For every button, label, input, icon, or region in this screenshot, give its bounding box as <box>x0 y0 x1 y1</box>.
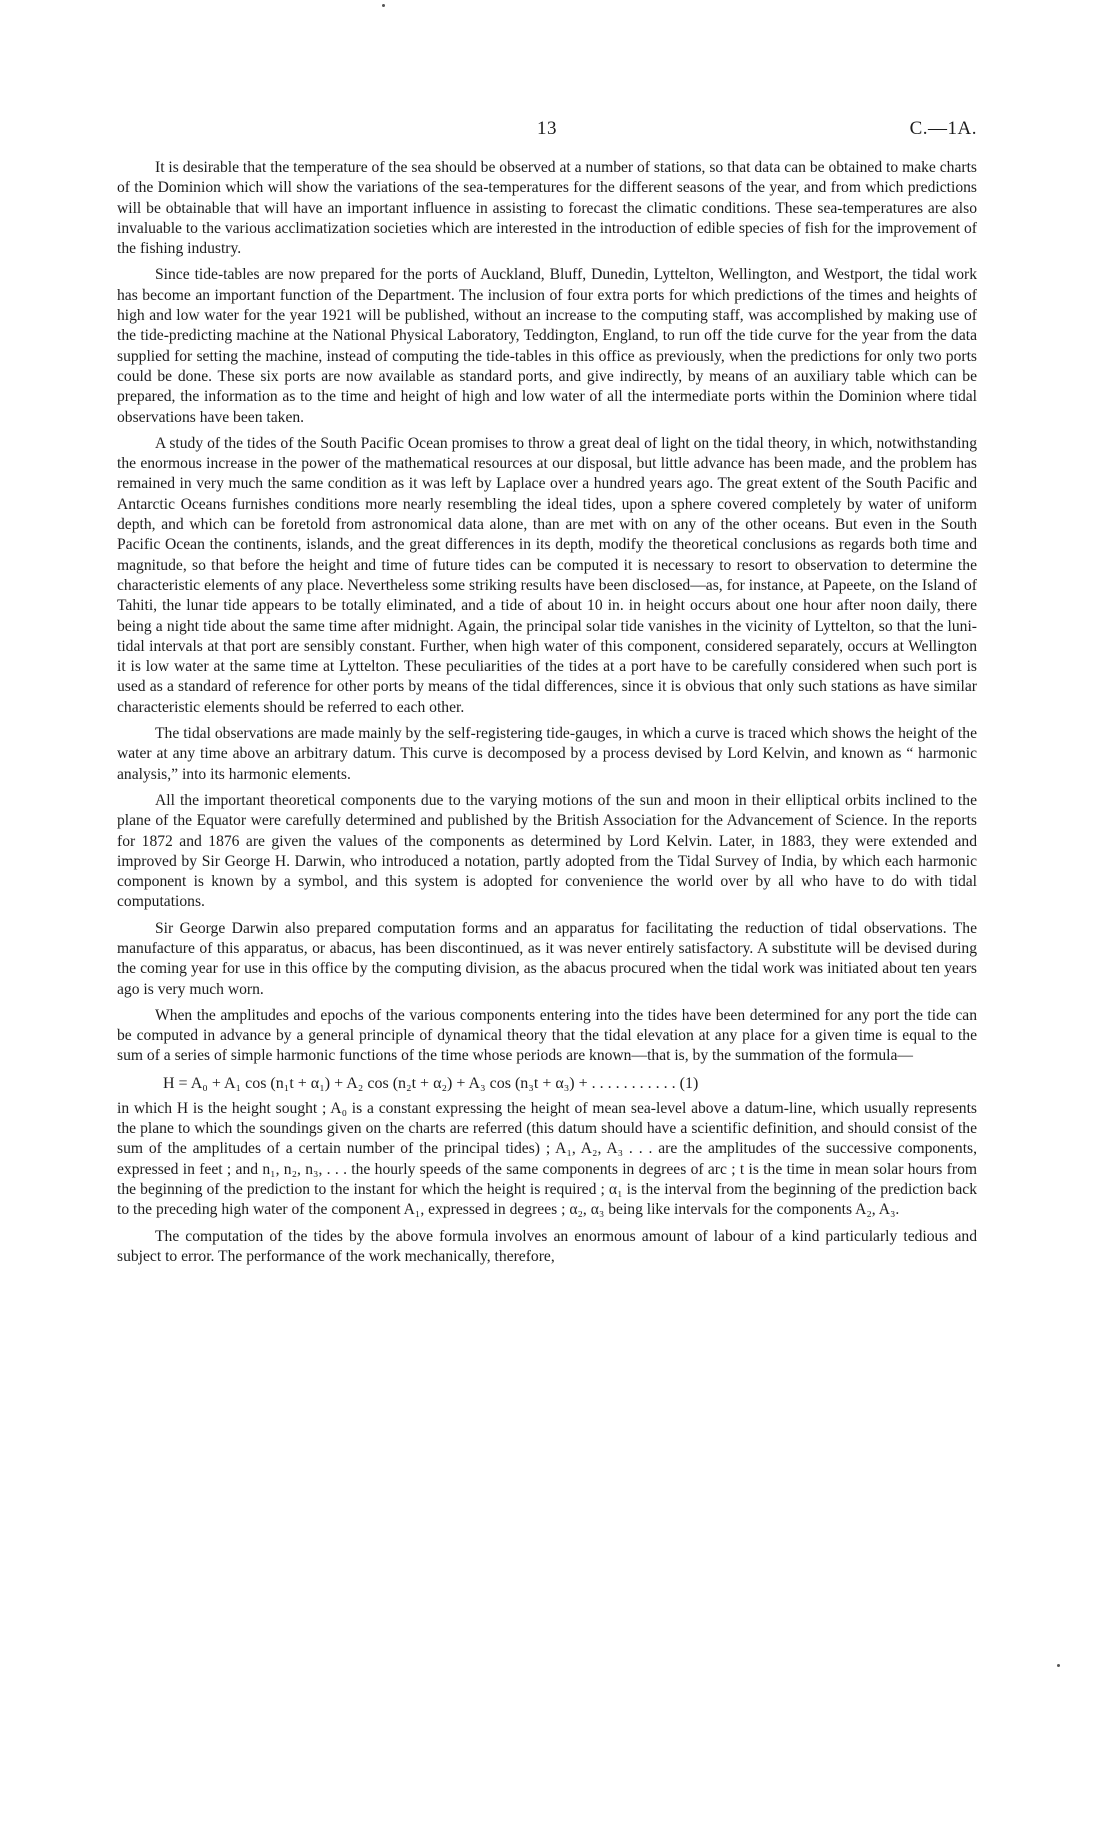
paragraph-tide-tables: Since tide-tables are now prepared for the ports of Auckland, Bluff, Dunedin, Lyttelton, Wellington, and Westport, the tidal work has become an important function of the Department. The inclusion of four extra ports for which predictions of the times and heights of high and low water for the year 1921 will be published, without an increase to the computing staff, was accomplished by making use of the tide-predicting machine at the National Physical Laboratory, Teddington, England, to run off the tide curve for the year from the data supplied for setting the machine, instead of computing the tide-tables in this office as previously, when the predictions for only two ports could be done. These six ports are now available as standard ports, and give indirectly, by means of an auxiliary table which can be prepared, the information as to the time and height of high and low water of all the intermediate ports within the Dominion where tidal observations have been taken. <box>117 266 977 426</box>
paragraph-south-pacific: A study of the tides of the South Pacific Ocean promises to throw a great deal of light on the tidal theory, in which, notwithstanding the enormous increase in the power of the mathematical resources at our disposal, but little advance has been made, and the problem has remained in very much the same condition as it was left by Laplace over a hundred years ago. The great extent of the South Pacific and Antarctic Oceans furnishes conditions more nearly resembling the ideal tides, upon a sphere covered completely by water of uniform depth, and which can be foretold from astronomical data alone, than are met with on any of the other oceans. But even in the South Pacific Ocean the continents, islands, and the great differences in its depth, modify the theoretical conclusions as regards both time and magnitude, so that before the height and time of future tides can be computed it is necessary to resort to observation to determine the characteristic elements of any place. Nevertheless some striking results have been disclosed—as, for instance, at Papeete, on the Island of Tahiti, the lunar tide appears to be totally eliminated, and a tide of about 10 in. in height occurs about one hour after noon daily, there being a night tide about the same time after midnight. Again, the principal solar tide vanishes in the vicinity of Lyttelton, so that the luni-tidal intervals at that port are sensibly constant. Further, when high water of this component, considered separately, occurs at Wellington it is low water at the same time at Lyttelton. These peculiarities of the tides at a port have to be carefully considered when such port is used as a standard of reference for other ports by means of the tidal differences, since it is obvious that only such stations as have similar characteristic elements should be referred to each other. <box>117 434 977 716</box>
page-header <box>117 118 977 144</box>
harmonic-formula: H = A₀ + A₁ cos (n₁t + α₁) + A₂ cos (n₂t + α₂) + A₃ cos (n₃t + α₃) + . . . . . . . . . . . (1) <box>163 1074 699 1092</box>
scan-speck <box>1057 1664 1060 1667</box>
scan-speck <box>382 4 385 7</box>
paragraph-sea-temperature: It is desirable that the temperature of the sea should be observed at a number of stations, so that data can be obtained to make charts of the Dominion which will show the variations of the sea-temperatures for the different seasons of the year, and from which predictions will be obtainable that will have an important influence in assisting to forecast the climatic conditions. These sea-temperatures are also invaluable to the various acclimatization societies which are interested in the introduction of edible species of fish for the improvement of the fishing industry. <box>117 159 977 258</box>
paragraph-amplitudes-epochs: When the amplitudes and epochs of the various components entering into the tides have been determined for any port the tide can be computed in advance by a general principle of dynamical theory that the tidal elevation at any place for a given time is equal to the sum of a series of simple harmonic functions of the time whose periods are known—that is, by the summation of the formula— <box>117 1006 977 1065</box>
paragraph-formula-explanation: in which H is the height sought ; A₀ is a constant expressing the height of mean sea-level above a datum-line, which usually represents the plane to which the soundings given on the charts are referred (this datum should have a scientific definition, and should consist of the sum of the amplitudes of a certain number of the principal tides) ; A₁, A₂, A₃ . . . are the amplitudes of the successive components, expressed in feet ; and n₁, n₂, n₃, . . . the hourly speeds of the same components in degrees of arc ; t is the time in mean solar hours from the beginning of the prediction to the instant for which the height is required ; α₁ is the interval from the beginning of the prediction back to the preceding high water of the component A₁, expressed in degrees ; α₂, α₃ being like intervals for the components A₂, A₃. <box>117 1099 977 1219</box>
paragraph-computation: The computation of the tides by the above formula involves an enormous amount of labour of a kind particularly tedious and subject to error. The performance of the work mechanically, therefore, <box>117 1227 977 1265</box>
paragraph-darwin-abacus: Sir George Darwin also prepared computation forms and an apparatus for facilitating the reduction of tidal observations. The manufacture of this apparatus, or abacus, has been discontinued, as it was never entirely satisfactory. A substitute will be devised during the coming year for use in this office by the computing division, as the abacus procured when the tidal work was initiated about ten years ago is very much worn. <box>117 919 977 998</box>
document-body <box>117 158 977 1267</box>
page-number: 13 <box>537 118 557 139</box>
series-code: C.—1A. <box>909 118 977 139</box>
paragraph-tidal-observations: The tidal observations are made mainly by the self-registering tide-gauges, in which a curve is traced which shows the height of the water at any time above an arbitrary datum. This curve is decomposed by a process devised by Lord Kelvin, and known as “ harmonic analysis,” into its harmonic elements. <box>117 725 977 783</box>
document-page <box>117 118 977 1273</box>
paragraph-theoretical-components: All the important theoretical components due to the varying motions of the sun and moon in their elliptical orbits inclined to the plane of the Equator were carefully determined and published by the British Association for the Advancement of Science. In the reports for 1872 and 1876 are given the values of the components as determined by Lord Kelvin. Later, in 1883, they were extended and improved by Sir George H. Darwin, who introduced a notation, partly adopted from the Tidal Survey of India, by which each harmonic component is known by a symbol, and this system is adopted for convenience the world over by all who have to do with tidal computations. <box>117 791 977 911</box>
